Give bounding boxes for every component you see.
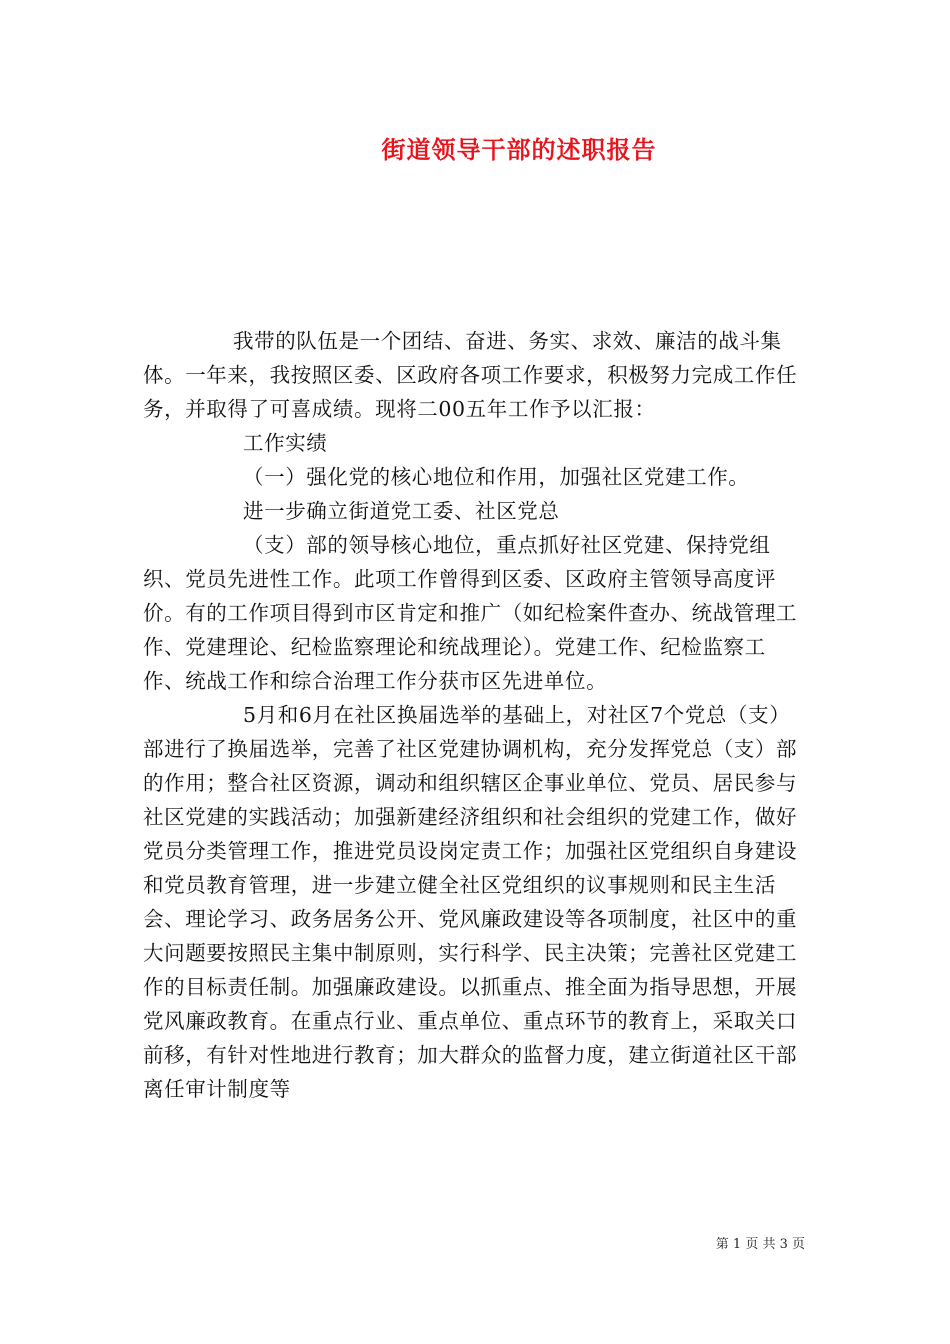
paragraph-subheading-1: （一）强化党的核心地位和作用，加强社区党建工作。	[243, 465, 750, 489]
paragraph-party-work: （支）部的领导核心地位，重点抓好社区党建、保持党组织、党员先进性工作。此项工作曾得到区委、区政府主管领导高度评价。有的工作项目得到市区肯定和推广（如纪检案件查办、统战管理工作、党建理论、纪检监察理论和统战理论）。党建工作、纪检监察工作、统战工作和综合治理工作分获市区先进单位。	[143, 533, 798, 693]
paragraph-party-leadership: 进一步确立街道党工委、社区党总	[243, 499, 560, 523]
page-number: 第 1 页 共 3 页	[715, 1237, 805, 1252]
document-title: 街道领导干部的述职报告	[381, 135, 657, 164]
paragraph-elections: 5月和6月在社区换届选举的基础上，对社区7个党总（支）部进行了换届选举，完善了社区党建协调机构，充分发挥党总（支）部的作用；整合社区资源，调动和组织辖区企事业单位、党员、居民参与社区党建的实践活动；加强新建经济组织和社会组织的党建工作，做好党员分类管理工作，推进党员设岗定责工作；加强社区党组织自身建设和党员教育管理，进一步建立健全社区党组织的议事规则和民主生活会、理论学习、政务居务公开、党风廉政建设等各项制度，社区中的重大问题要按照民主集中制原则，实行科学、民主决策；完善社区党建工作的目标责任制。加强廉政建设。以抓重点、推全面为指导思想，开展党风廉政教育。在重点行业、重点单位、重点环节的教育上，采取关口前移，有针对性地进行教育；加大群众的监督力度，建立街道社区干部离任审计制度等	[143, 703, 798, 1101]
paragraph-heading-achievements: 工作实绩	[243, 431, 328, 455]
document-body	[143, 324, 807, 1106]
paragraph-intro: 我带的队伍是一个团结、奋进、务实、求效、廉洁的战斗集体。一年来，我按照区委、区政府各项工作要求，积极努力完成工作任务，并取得了可喜成绩。现将二00五年工作予以汇报：	[143, 329, 798, 421]
